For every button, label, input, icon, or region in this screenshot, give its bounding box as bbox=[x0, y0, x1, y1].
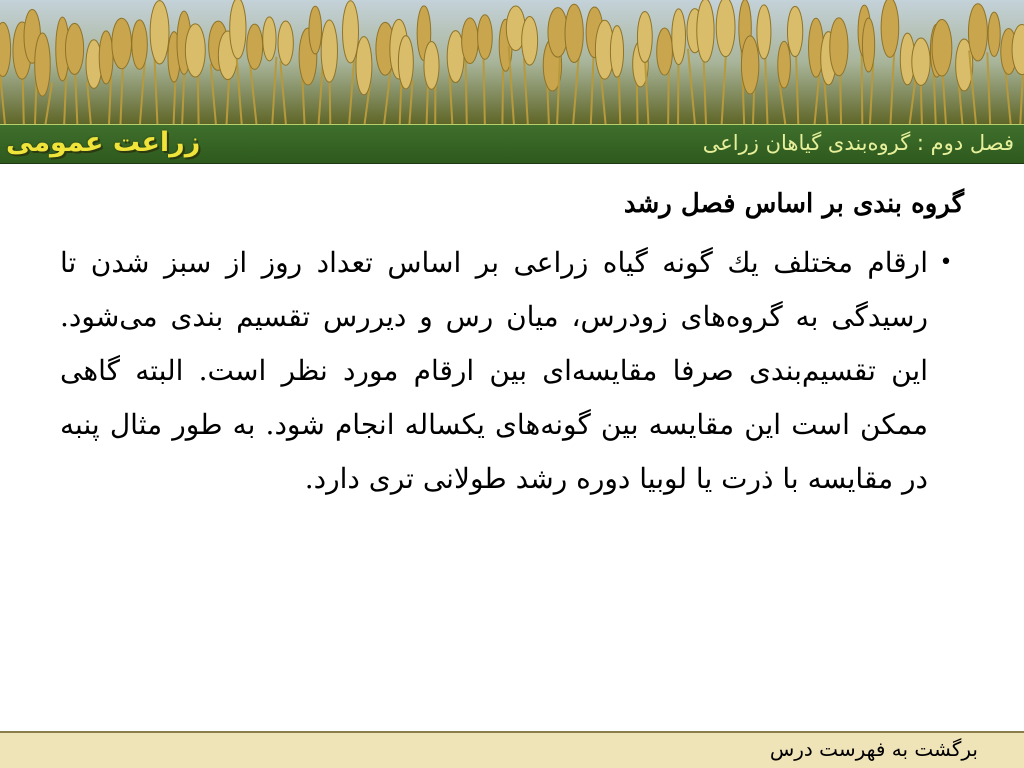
title-bar bbox=[0, 124, 1024, 164]
course-name: زراعت عمومی bbox=[6, 127, 201, 158]
chapter-title: فصل دوم : گروه‌بندی گیاهان زراعی bbox=[702, 131, 1014, 155]
back-to-contents-link[interactable]: برگشت به فهرست درس bbox=[769, 737, 978, 761]
bullet-text: ارقام مختلف یك گونه گیاه زراعی بر اساس تعداد روز از سبز شدن تا رسیدگی به گروه‌های زودرس، میان رس و دیررس تقسیم بندی می‌شود. این تقسیم‌بندی صرفا مقایسه‌ای بین ارقام مورد نظر است. البته گاهی ممکن است این مقایسه بین گونه‌های یکساله انجام شود. به طور مثال پنبه در مقایسه با ذرت یا لوبیا دوره رشد طولانی تری دارد. bbox=[60, 245, 929, 495]
wheat-banner-image bbox=[0, 0, 1024, 124]
bullet-item bbox=[60, 236, 964, 506]
section-heading: گروه بندی بر اساس فصل رشد bbox=[623, 189, 964, 219]
bullet-icon: • bbox=[939, 249, 953, 275]
slide-content bbox=[60, 188, 964, 506]
wheat-field-illustration bbox=[0, 0, 1024, 124]
footer-bar bbox=[0, 731, 1024, 768]
